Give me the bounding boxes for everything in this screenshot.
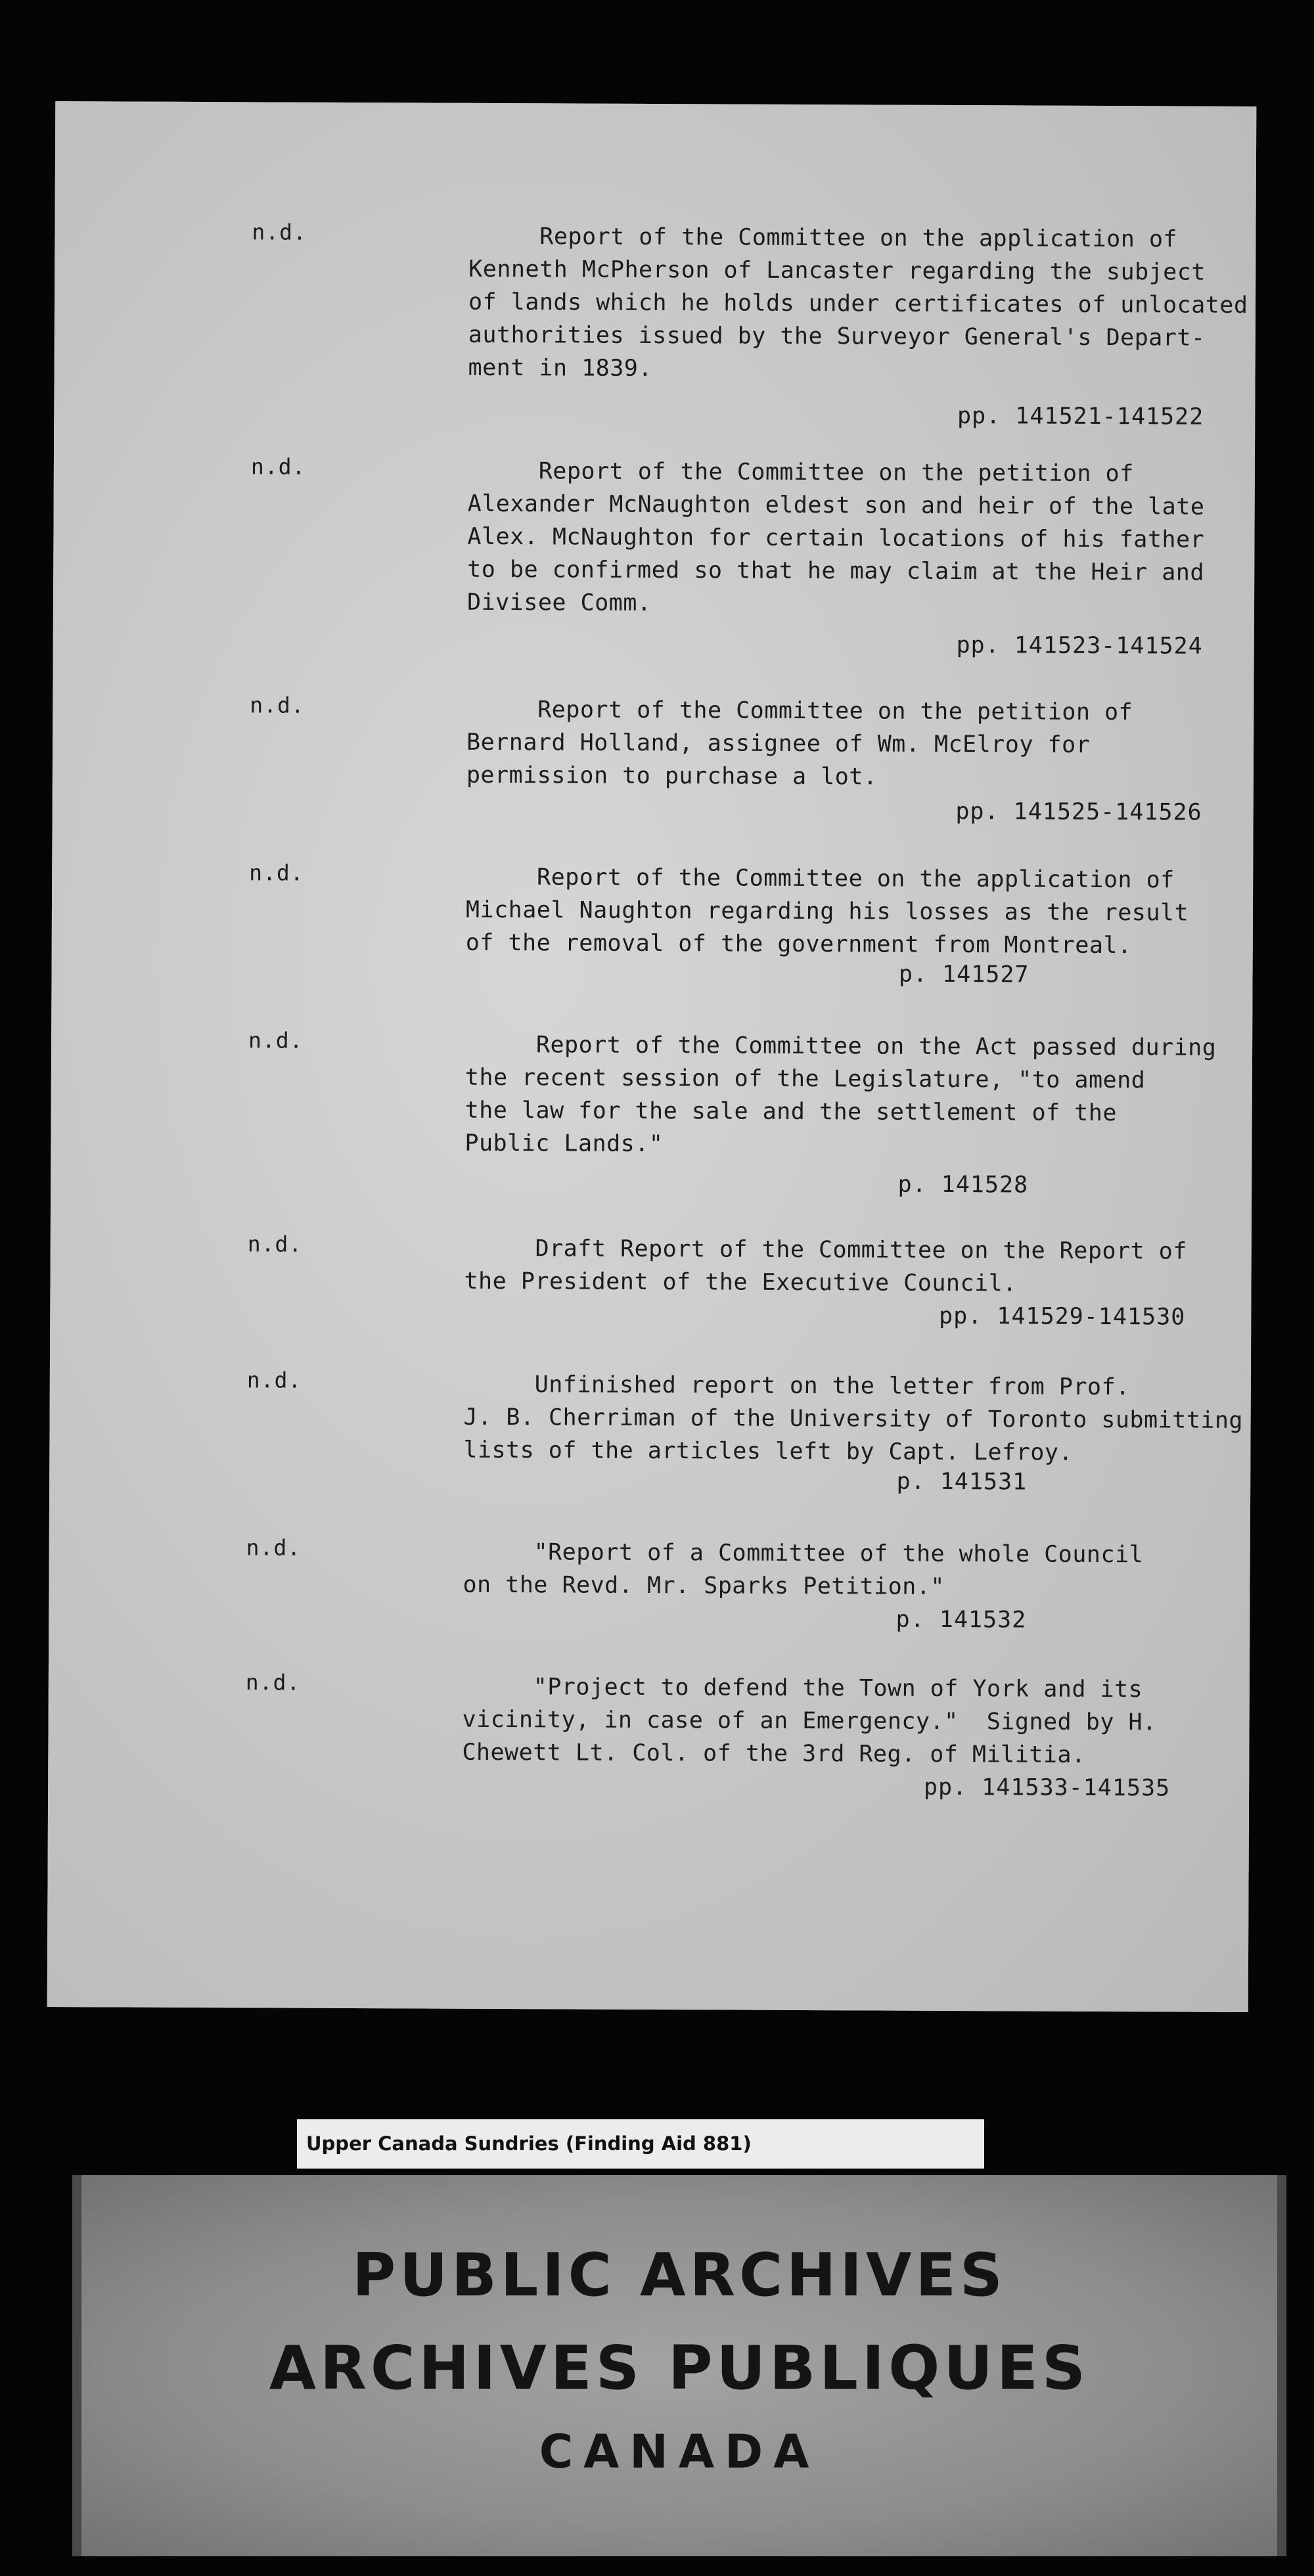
entry-pages: p. 141528 xyxy=(897,1171,1029,1199)
entry-4 xyxy=(52,859,1253,988)
entry-5 xyxy=(51,1026,1252,1199)
entry-date: n.d. xyxy=(247,1231,303,1257)
entry-pages: p. 141527 xyxy=(898,961,1030,988)
plaque-line-archives-publiques: ARCHIVES PUBLIQUES xyxy=(269,2333,1090,2403)
entry-date: n.d. xyxy=(246,1534,302,1561)
entry-text: Report of the Committee on the Act passed during the recent session of the Legislature, "to amend the law for the sale and the settlement of the Public Lands." xyxy=(464,1031,1217,1158)
entry-text: Report of the Committee on the petition of Bernard Holland, assignee of Wm. McElroy for permission to purchase a lot. xyxy=(466,696,1133,791)
entry-text: Report of the Committee on the petition of Alexander McNaughton eldest son and heir of the late Alex. McNaughton for certain locations of his father to be confirmed so that he may claim at the Heir and Divisee Comm. xyxy=(466,457,1205,616)
entry-date: n.d. xyxy=(246,1367,302,1393)
entry-3 xyxy=(53,691,1254,826)
entry-pages: p. 141531 xyxy=(896,1468,1028,1496)
entry-date: n.d. xyxy=(249,860,304,886)
entry-date: n.d. xyxy=(250,453,306,480)
entry-pages: pp. 141521-141522 xyxy=(957,403,1204,430)
entry-text: Draft Report of the Committee on the Report of the President of the Executive Council. xyxy=(464,1235,1187,1297)
document-page xyxy=(47,101,1257,2012)
entry-text: Unfinished report on the letter from Prof. J. B. Cherriman of the University of Toronto submitting lists of the articles left by Capt. Lefroy. xyxy=(463,1371,1244,1466)
plaque-line-public-archives: PUBLIC ARCHIVES xyxy=(352,2241,1007,2310)
entry-pages: p. 141532 xyxy=(895,1606,1027,1634)
entry-text: Report of the Committee on the application of Michael Naughton regarding his losses as the result of the removal of the government from Montreal. xyxy=(465,863,1189,959)
entry-date: n.d. xyxy=(252,219,307,245)
entry-pages: pp. 141525-141526 xyxy=(955,798,1202,826)
entry-pages: pp. 141533-141535 xyxy=(923,1774,1171,1802)
entry-text: "Project to defend the Town of York and its vicinity, in case of an Emergency." Signed by H. Chewett Lt. Col. of the 3rd Reg. of Militia. xyxy=(462,1673,1157,1768)
plaque-line-canada: CANADA xyxy=(539,2425,820,2479)
entry-2 xyxy=(54,453,1255,660)
entry-pages: pp. 141529-141530 xyxy=(938,1302,1186,1331)
entry-date: n.d. xyxy=(250,692,305,718)
entry-text: Report of the Committee on the application of Kenneth McPherson of Lancaster regarding the subject of lands which he holds under certificates of unlocated authorities issued by the Surveyor General's Depart- ment in 1839. xyxy=(468,223,1248,382)
entry-9 xyxy=(49,1668,1250,1802)
entry-6 xyxy=(51,1230,1252,1331)
archives-plaque xyxy=(72,2175,1286,2556)
entry-pages: pp. 141523-141524 xyxy=(956,632,1203,660)
entry-date: n.d. xyxy=(245,1669,301,1695)
entry-7 xyxy=(50,1366,1251,1496)
entry-8 xyxy=(49,1534,1250,1634)
entry-date: n.d. xyxy=(248,1027,304,1053)
finding-aid-label: Upper Canada Sundries (Finding Aid 881) xyxy=(297,2119,984,2169)
entry-text: "Report of a Committee of the whole Council on the Revd. Mr. Sparks Petition." xyxy=(463,1538,1144,1600)
entry-1 xyxy=(55,218,1256,430)
